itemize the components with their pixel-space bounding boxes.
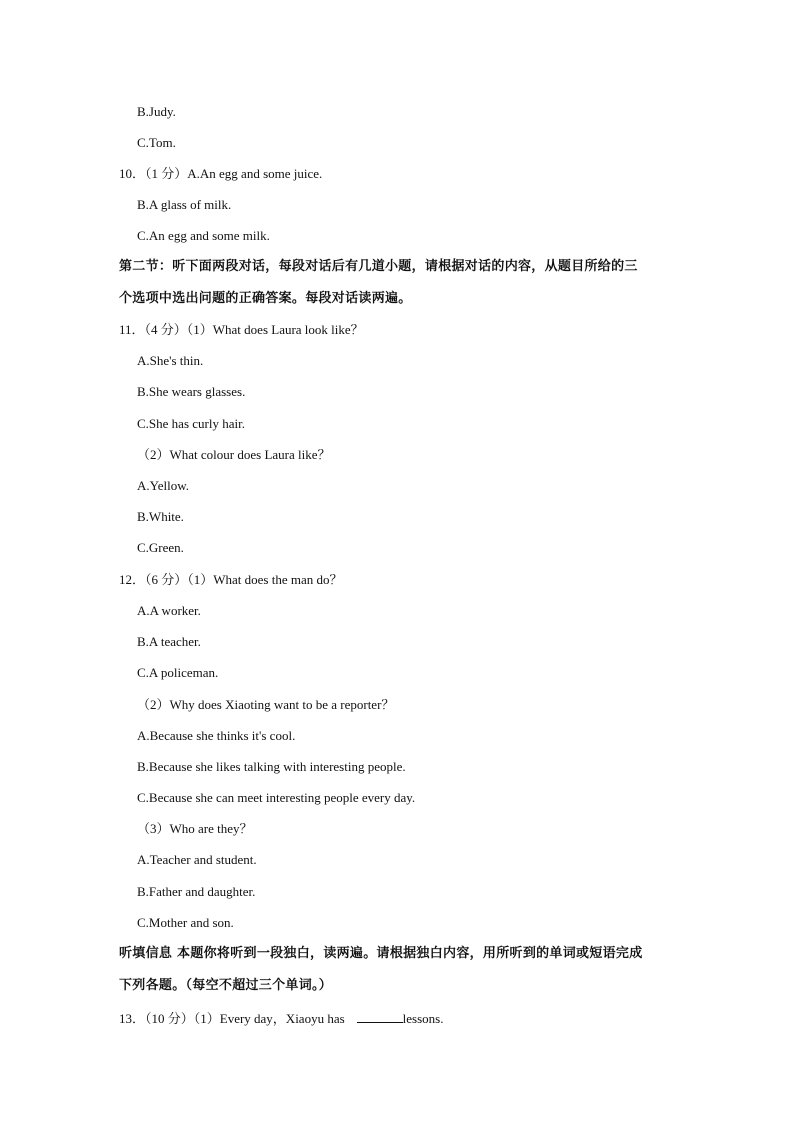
q11-stem: 11．（4 分）（1）What does Laura look like？ (119, 322, 364, 337)
q12-1-option-b: B.A teacher. (137, 634, 201, 649)
q13-stem-text: 13．（10 分）（1）Every day，Xiaoyu has (119, 1011, 345, 1026)
q11-2-option-a: A.Yellow. (137, 478, 190, 493)
q11-2-question: （2）What colour does Laura like？ (137, 447, 331, 462)
section3-instruction-line2: 下列各题。（每空不超过三个单词。） (119, 978, 333, 993)
q11-1-option-c: C.She has curly hair. (137, 416, 245, 431)
section2-instruction-line2: 个选项中选出问题的正确答案。每段对话读两遍。 (119, 291, 412, 306)
q10-stem: 10．（1 分）A.An egg and some juice. (119, 166, 323, 181)
q11-1-option-a: A.She's thin. (137, 353, 204, 368)
q12-2-option-c: C.Because she can meet interesting people every day. (137, 790, 416, 805)
q12-2-option-a: A.Because she thinks it's cool. (137, 728, 296, 743)
q12-3-option-c: C.Mother and son. (137, 915, 234, 930)
q11-1-option-b: B.She wears glasses. (137, 384, 246, 399)
answer-blank[interactable] (357, 1010, 403, 1023)
q12-2-option-b: B.Because she likes talking with interesting people. (137, 759, 406, 774)
q12-2-question: （2）Why does Xiaoting want to be a reporter？ (137, 697, 395, 712)
q13-after-blank: lessons. (402, 1011, 444, 1026)
q12-3-option-a: A.Teacher and student. (137, 852, 257, 867)
q10-option-b: B.A glass of milk. (137, 197, 232, 212)
q10-option-c: C.An egg and some milk. (137, 228, 270, 243)
q12-stem: 12．（6 分）（1）What does the man do？ (119, 572, 343, 587)
section2-instruction-line1: 第二节：听下面两段对话，每段对话后有几道小题，请根据对话的内容，从题目所给的三 (119, 259, 638, 274)
q11-2-option-b: B.White. (137, 509, 184, 524)
section3-instruction-line1: 听填信息 本题你将听到一段独白，读两遍。请根据独白内容，用所听到的单词或短语完成 (119, 946, 643, 961)
q9-option-b: B.Judy. (137, 104, 176, 119)
q12-3-question: （3）Who are they？ (137, 821, 253, 836)
q11-2-option-c: C.Green. (137, 540, 184, 555)
q12-1-option-a: A.A worker. (137, 603, 201, 618)
q13-stem (119, 1010, 443, 1027)
q12-3-option-b: B.Father and daughter. (137, 884, 256, 899)
q12-1-option-c: C.A policeman. (137, 665, 219, 680)
q9-option-c: C.Tom. (137, 135, 176, 150)
